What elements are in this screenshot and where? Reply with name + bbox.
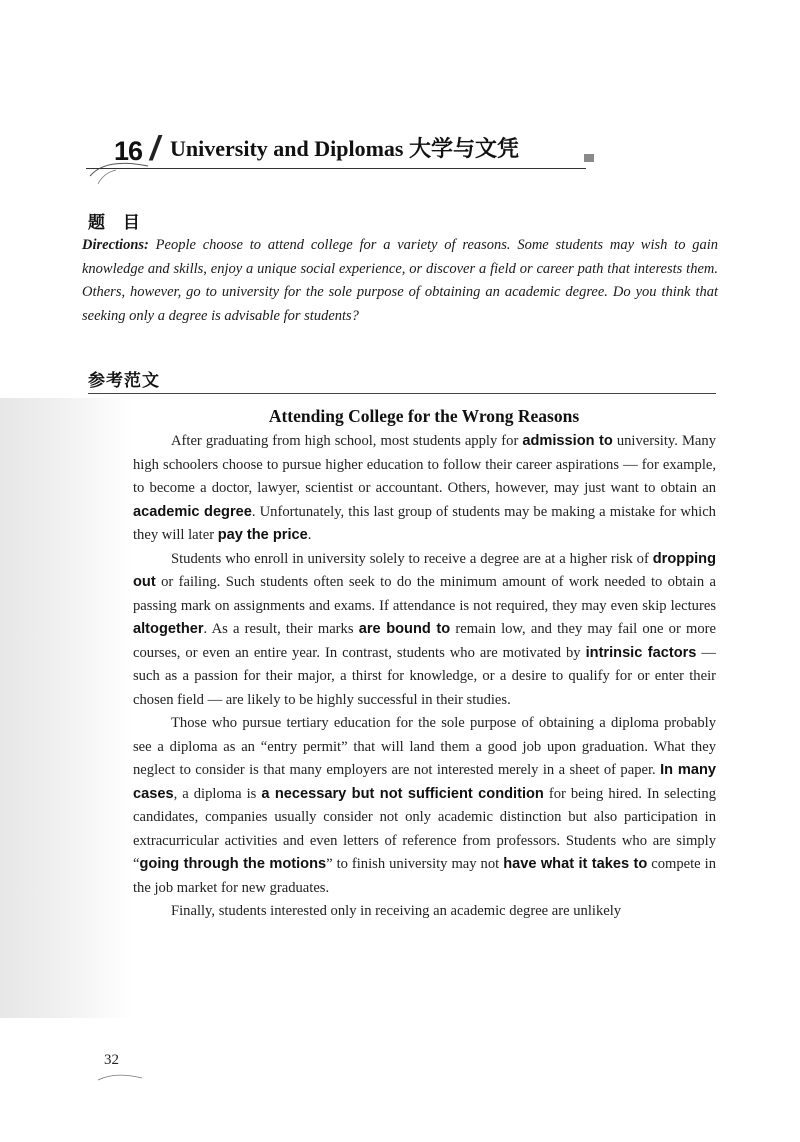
essay-paragraph-4: Finally, students interested only in receiving an academic degree are unlikely bbox=[171, 903, 622, 919]
chapter-title: University and Diplomas 大学与文凭 bbox=[170, 136, 519, 161]
key-phrase: admission to bbox=[522, 433, 613, 449]
chapter-swoosh-ornament bbox=[88, 146, 158, 186]
key-phrase: have what it takes to bbox=[503, 856, 648, 872]
essay-title: Attending College for the Wrong Reasons bbox=[268, 406, 580, 426]
chapter-title-rule bbox=[86, 168, 586, 169]
essay-body bbox=[133, 430, 716, 924]
key-phrase: In many cases bbox=[133, 762, 716, 802]
essay-paragraph-2: Students who enroll in university solely to receive a degree are at a higher risk of dropping out or failing. Such students often seek to do the minimum amount of work needed to obtain a passing mark on assignments and exams. If attendance is not required, they may even skip lectures altogether. As a result, their marks are bound to remain low, and they may fail one or more courses, or even an entire year. In contrast, students who are motivated by intrinsic factors — such as a passion for their major, a thirst for knowledge, or a desire to qualify for or enter their chosen field — are likely to be highly successful in their studies. bbox=[133, 550, 716, 708]
key-phrase: intrinsic factors bbox=[585, 644, 697, 661]
key-phrase: altogether bbox=[133, 621, 204, 637]
key-phrase: going through the motions bbox=[139, 856, 327, 872]
prompt-heading: 题 目 bbox=[88, 213, 146, 233]
directions-label: Directions: bbox=[82, 237, 149, 253]
key-phrase: a necessary but not sufficient condition bbox=[261, 785, 544, 802]
key-phrase: academic degree bbox=[133, 503, 252, 520]
page-number: 32 bbox=[104, 1052, 119, 1068]
key-phrase: are bound to bbox=[358, 621, 451, 637]
chapter-slash-ornament: / bbox=[150, 130, 160, 168]
essay-paragraph-1: After graduating from high school, most students apply for admission to university. Many high schoolers choose to pursue higher education to follow their career aspirations — for example, to become a doctor, lawyer, scientist or accountant. Others, however, may just want to obtain an academic degree. Unfortunately, this last group of students may be making a mistake for which they will later pay the price. bbox=[133, 433, 716, 543]
directions-paragraph bbox=[82, 234, 718, 328]
reference-heading: 参考范文 bbox=[88, 371, 160, 391]
essay-paragraph-3: Those who pursue tertiary education for the sole purpose of obtaining a diploma probably see a diploma as an “entry permit” that will land them a good job upon graduation. What they neglect to consider is that many employers are not interested merely in a sheet of paper. In many cases, a diploma is a necessary but not sufficient condition for being hired. In selecting candidates, companies usually consider not only academic distinction but also participation in extracurricular activities and even letters of reference from professors. Students who are simply “going through the motions” to finish university may not have what it takes to compete in the job market for new graduates. bbox=[133, 715, 716, 896]
key-phrase: dropping out bbox=[133, 550, 716, 590]
chapter-square-ornament bbox=[584, 154, 594, 162]
chapter-header bbox=[88, 128, 598, 178]
scan-margin-shading bbox=[0, 398, 132, 1018]
page-number-swoosh bbox=[96, 1070, 146, 1084]
chapter-number: 16 bbox=[114, 136, 143, 166]
directions-text: People choose to attend college for a variety of reasons. Some students may wish to gain knowledge and skills, enjoy a unique social experience, or discover a field or career path that interests them. Others, however, go to university for the sole purpose of obtaining an academic degree. Do you think that seeking only a degree is advisable for students? bbox=[82, 237, 719, 324]
key-phrase: pay the price bbox=[217, 527, 308, 543]
reference-heading-rule bbox=[88, 393, 716, 394]
